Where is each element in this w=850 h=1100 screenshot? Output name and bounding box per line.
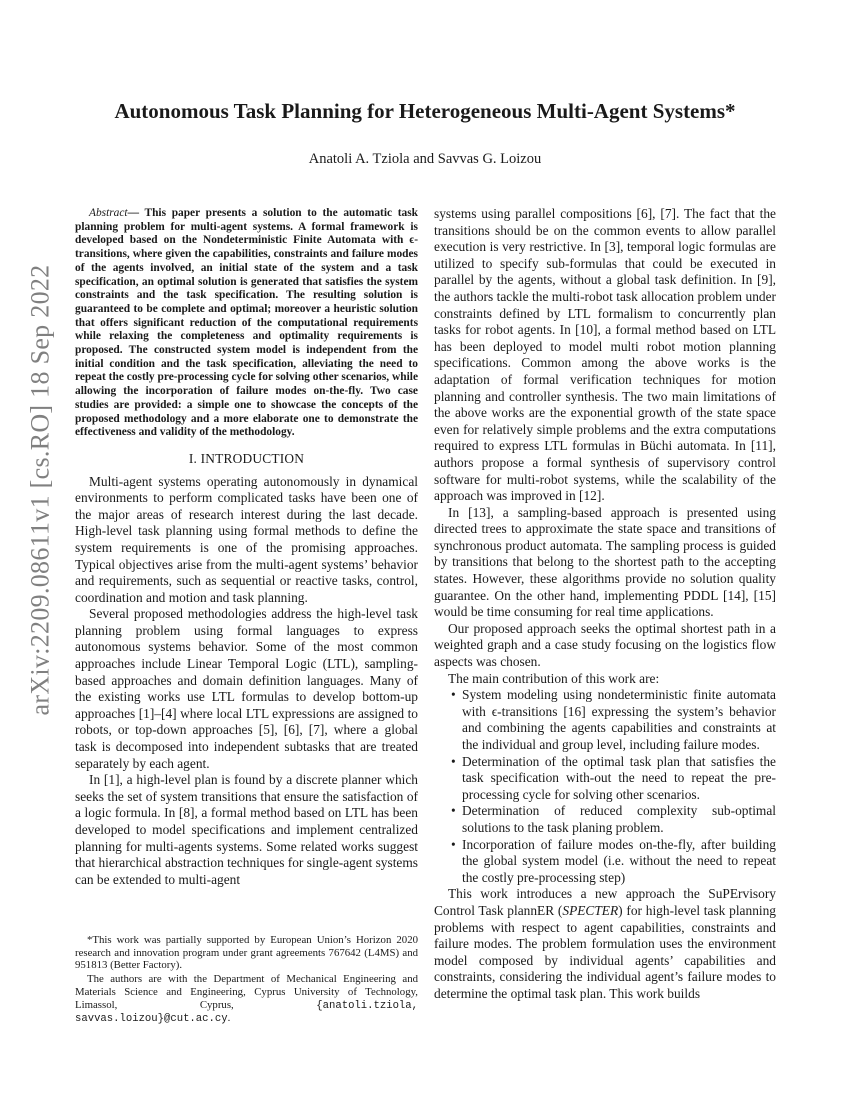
contribution-text: Determination of the optimal task plan that satisfies the task specification with-out the need to repeat the pre-processing cycle for solving other scenarios. bbox=[462, 753, 776, 802]
bullet-icon: • bbox=[451, 753, 456, 769]
right-paragraph-4: The main contribution of this work are: bbox=[448, 670, 660, 686]
abstract: Abstract— This paper presents a solution to the automatic task planning problem for multi-agent systems. A formal framework is developed based on the Nondeterministic Finite Automata with ϵ-transitions, where given the capabilities, constraints and failure modes of the agents involved, an initial state of the system and a task specification, an optimal solution is generated that satisfies the system constraints and the task specification. The resulting solution is guaranteed to be complete and optimal; moreover a heuristic solution that offers significant reduction of the computational requirements while relaxing the completeness and optimality requirements is proposed. The constructed system model is independent from the initial condition and the task specification, alleviating the need to repeat the costly pre-processing cycle for solving other scenarios, while allowing the incorporation of failure modes on-the-fly. Two case studies are provided: a simple one to showcase the concepts of the proposed methodology and a more elaborate one to demonstrate the effectiveness and validity of the methodology. bbox=[75, 207, 418, 439]
abstract-lead: Abstract bbox=[89, 207, 128, 219]
right-column bbox=[434, 206, 776, 1003]
closing-paragraph bbox=[434, 886, 776, 1002]
contribution-text: Incorporation of failure modes on-the-fly, after building the global system model (i.e. without the need to repeat the costly pre-processing step) bbox=[462, 836, 776, 885]
abstract-text: This paper presents a solution to the automatic task planning problem for multi-agent systems. A formal framework is developed based on the Nondeterministic Finite Automata with ϵ-transitions, where given the capabilities, constraints and failure modes of the agents involved, an initial state of the system and a task specification, an optimal solution is generated that satisfies the system constraints and the task specification. The resulting solution is guaranteed to be complete and optimal; moreover a heuristic solution that offers significant reduction of the computational requirements while relaxing the completeness and optimality requirements is proposed. The constructed system model is independent from the initial condition and the task specification, alleviating the need to repeat the costly pre-processing cycle for solving other scenarios, while allowing the incorporation of failure modes on-the-fly. Two case studies are provided: a simple one to showcase the concepts of the proposed methodology and a more elaborate one to demonstrate the effectiveness and validity of the methodology. bbox=[75, 207, 418, 439]
arxiv-identifier-text: arXiv:2209.08611v1 [cs.RO] 18 Sep 2022 bbox=[25, 264, 55, 716]
right-paragraph-3: Our proposed approach seeks the optimal shortest path in a weighted graph and a case study focusing on the logistics flow aspects was chosen. bbox=[434, 620, 776, 670]
closing-text-start: This work introduces a new approach the SuPErvisory Control Task plannER ( bbox=[434, 886, 776, 918]
list-item bbox=[434, 837, 776, 887]
funding-footnote: *This work was partially supported by European Union’s Horizon 2020 research and innovation program under grant agreements 767642 (L4MS) and 951813 (Better Factory). bbox=[75, 934, 418, 972]
right-paragraph-1: systems using parallel compositions [6], [7]. The fact that the transitions should be on the common events to allow parallel execution is very restrictive. In [3], temporal logic formulas are utilized to specify sub-formulas that could be executed in parallel by the agents, without a global task definition. In [9], the authors tackle the multi-robot task allocation problem under constraints defined by LTL formalism to concurrently plan tasks for robot agents. In [10], a formal method based on LTL has been deployed to model multi robot motion planning specifications. Common among the above works is the adaptation of formal verification techniques for motion planning and controller synthesis. The two main limitations of the above works are the exponential growth of the state space even for relatively simple problems and the extra computations required to express LTL formulas in Büchi automata. In [11], authors propose a formal synthesis of supervisory control software for multi-robot systems, while the scalability of the approach was improved in [12]. bbox=[434, 206, 776, 504]
author-line: Anatoli A. Tziola and Savvas G. Loizou bbox=[308, 151, 542, 167]
intro-paragraph-2: Several proposed methodologies address the high-level task planning problem using formal languages to express autonomous systems behavior. Some of the most common approaches include Linear Temporal Logic (LTL), sampling-based approaches and domain definition languages. Many of the existing works use LTL formulas to develop bottom-up approaches [1]–[4] where local LTL expressions are assigned to robots, or top-down approaches [5], [6], [7], where a global task is decomposed into independent subtasks that are treated separately by each agent. bbox=[75, 606, 418, 771]
bullet-icon: • bbox=[451, 836, 456, 852]
affiliation-footnote bbox=[75, 973, 418, 1026]
bullet-icon: • bbox=[451, 803, 456, 819]
left-column bbox=[75, 207, 418, 888]
closing-text-end: ) for high-level task planning problems with respect to agent capabilities, constraints and failure modes. The problem formulation uses the environment model composed by individual agents’ capabilities and constraints, considering the individual agent’s failure modes to determine the optimal task plan. This work builds bbox=[434, 902, 776, 1001]
list-item bbox=[434, 687, 776, 753]
list-item bbox=[434, 803, 776, 836]
contribution-list bbox=[434, 687, 776, 886]
list-item bbox=[434, 754, 776, 804]
author-emails: {anatoli.tziola, savvas.loizou}@cut.ac.cy bbox=[75, 999, 418, 1026]
affiliation-text: The authors are with the Department of Mechanical Engineering and Materials Science and Engineering, Cyprus University of Technology, Limassol, Cyprus, bbox=[75, 973, 418, 1011]
intro-paragraph-3: In [1], a high-level plan is found by a discrete planner which seeks the set of system transitions that ensure the satisfaction of a logic formula. In [8], a formal method based on LTL has been developed to model specifications and implement centralized planning for multi-agents systems. Some related works suggest that hierarchical abstraction techniques for single-agent systems can be extended to multi-agent bbox=[75, 772, 418, 887]
affiliation-end: . bbox=[227, 1012, 231, 1025]
right-paragraph-2: In [13], a sampling-based approach is presented using directed trees to approximate the state space and transitions of synchronous product automata. The sampling process is guided by transitions that belong to the shortest path to the accepting states. However, these algorithms provide no solution quality guarantee. On the other hand, implementing PDDL [14], [15] would be time consuming for real time applications. bbox=[434, 504, 776, 620]
intro-paragraph-1: Multi-agent systems operating autonomously in dynamical environments to perform complicated tasks have been one of the major areas of research interest during the last decade. High-level task planning using formal methods to define the system requirements is one of the promising approaches. Typical objectives arise from the multi-agent systems’ behavior and requirements, such as sequential or reactive tasks, control, coordination and motion and task planning. bbox=[75, 473, 418, 605]
footnotes bbox=[75, 934, 418, 1027]
contribution-text: System modeling using nondeterministic finite automata with ϵ-transitions [16] expressing the system’s behavior and combining the agents capabilities and constraints at the individual and group level, including failure modes. bbox=[462, 687, 776, 752]
contribution-text: Determination of reduced complexity sub-optimal solutions to the task planing problem. bbox=[462, 803, 776, 835]
arxiv-identifier-stamp bbox=[20, 264, 60, 716]
system-name: SPECTER bbox=[562, 902, 619, 918]
paper-title: Autonomous Task Planning for Heterogeneous Multi-Agent Systems* bbox=[114, 99, 736, 123]
section-heading-introduction: I. INTRODUCTION bbox=[188, 450, 305, 466]
bullet-icon: • bbox=[451, 687, 456, 703]
